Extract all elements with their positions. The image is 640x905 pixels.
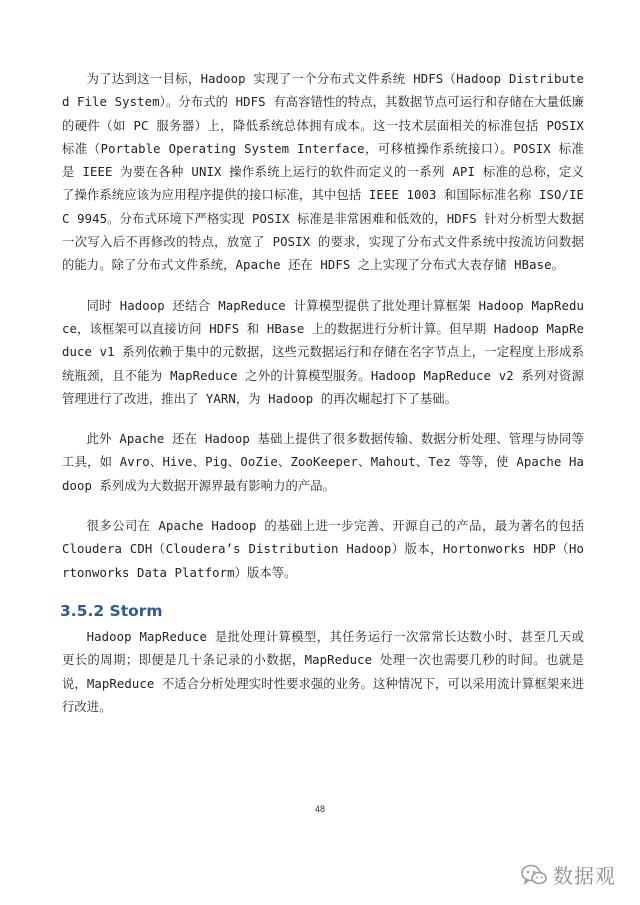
paragraph-distributions: 很多公司在 Apache Hadoop 的基础上进一步完善、开源自己的产品，最为著名的包括 Cloudera CDH（Cloudera’s Distribution Hadoop）版本，Hortonworks HDP（Hortonworks Data Platform）版本等。: [62, 519, 584, 580]
paragraph-hdfs: 为了达到这一目标，Hadoop 实现了一个分布式文件系统 HDFS（Hadoop Distributed File System）。分布式的 HDFS 有高容错性的特点，其数据节点可运行和存储在大量低廉的硬件（如 PC 服务器）上，降低系统总体拥有成本。这一技术层面相关的标准包括 POSIX 标准（Portable Operating System Interface，可移植操作系统接口）。POSIX 标准是 IEEE 为要在各种 UNIX 操作系统上运行的软件而定义的一系列 API 标准的总称，定义了操作系统应该为应用程序提供的接口标准，其中包括 IEEE 1003 和国际标准名称 ISO/IEC 9945。分布式环境下严格实现 POSIX 标准是非常困难和低效的，HDFS 针对分析型大数据一次写入后不再修改的特点，放宽了 POSIX 的要求，实现了分布式文件系统中按流访问数据的能力。除了分布式文件系统，Apache 还在 HDFS 之上实现了分布式大表存储 HBase。: [62, 72, 584, 273]
document-body: [62, 68, 584, 736]
wechat-icon: [521, 864, 547, 886]
watermark-text: 数据观: [553, 864, 616, 888]
paragraph-storm: Hadoop MapReduce 是批处理计算模型，其任务运行一次常常长达数小时、甚至几天或更长的周期；即便是几十条记录的小数据，MapReduce 处理一次也需要几秒的时间。也就是说，MapReduce 不适合分析处理实时性要求强的业务。这种情况下，可以采用流计算框架来进行改进。: [62, 629, 584, 714]
page-number: 48: [314, 804, 325, 814]
paragraph-mapreduce: 同时 Hadoop 还结合 MapReduce 计算模型提供了批处理计算框架 Hadoop MapReduce，该框架可以直接访问 HDFS 和 HBase 上的数据进行分析计算。但早期 Hadoop MapReduce v1 系列依赖于集中的元数据，这些元数据运行和存储在名字节点上，一定程度上形成系统瓶颈，且不能为 MapReduce 之外的计算模型服务。Hadoop MapReduce v2 系列对资源管理进行了改进，推出了 YARN，为 Hadoop 的再次崛起打下了基础。: [62, 298, 584, 406]
paragraph-tools: 此外 Apache 还在 Hadoop 基础上提供了很多数据传输、数据分析处理、管理与协同等工具，如 Avro、Hive、Pig、OoZie、ZooKeeper、Mahout、Tez 等等，使 Apache Hadoop 系列成为大数据开源界最有影响力的产品。: [62, 432, 584, 493]
watermark: [521, 860, 616, 889]
section-heading: 3.5.2 Storm: [60, 601, 163, 620]
